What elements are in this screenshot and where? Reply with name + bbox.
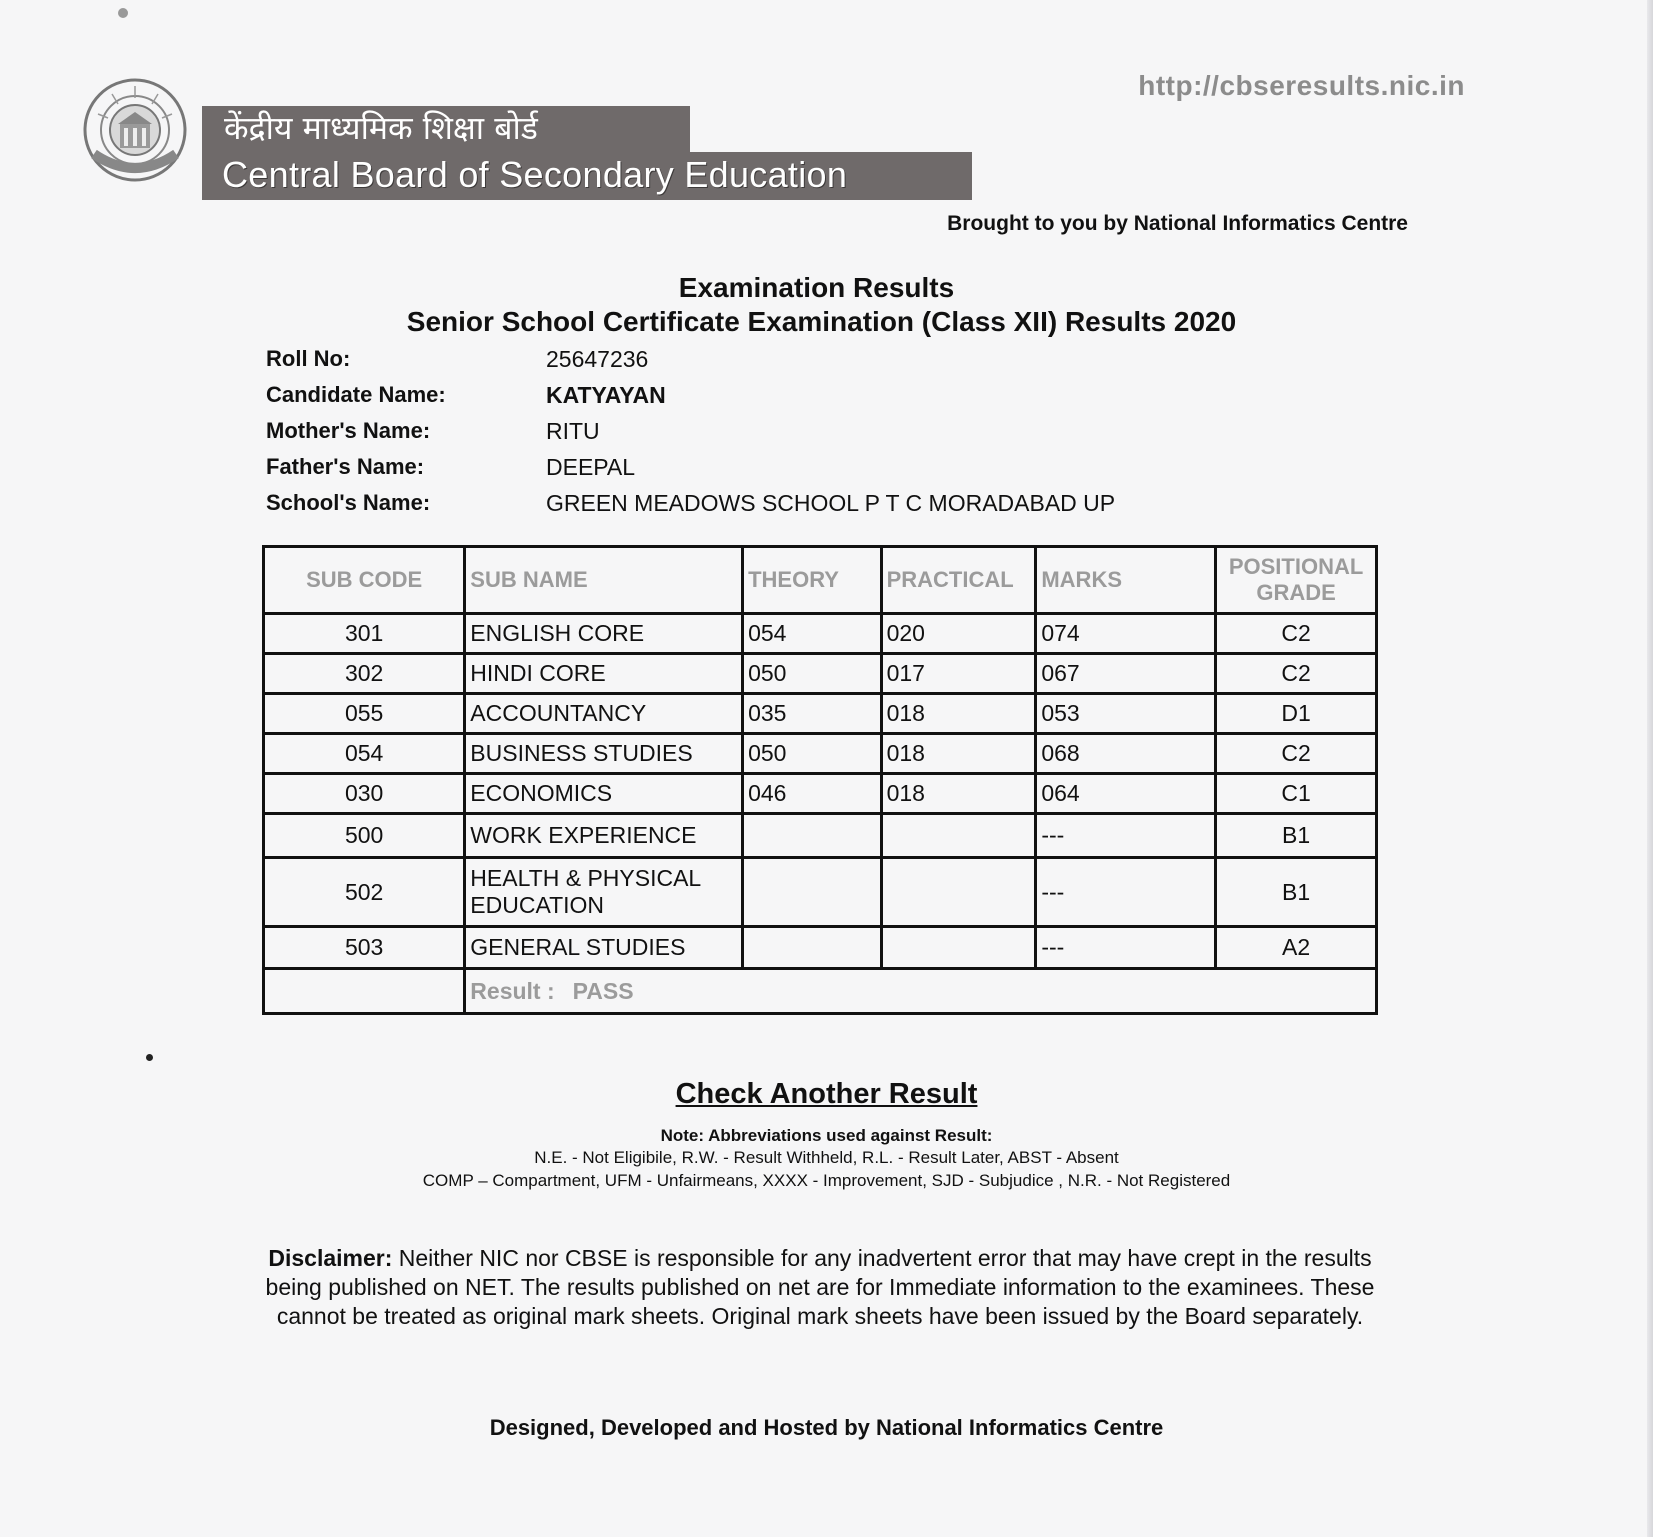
practical-cell: 020 xyxy=(881,614,1036,654)
theory-cell: 046 xyxy=(743,774,882,814)
father-name-value: DEEPAL xyxy=(546,454,636,480)
table-row xyxy=(264,654,1377,694)
sub-code-cell: 030 xyxy=(264,774,465,814)
result-empty-cell xyxy=(264,969,465,1014)
practical-cell xyxy=(881,858,1036,927)
speck-mark xyxy=(146,1054,153,1061)
practical-cell xyxy=(881,814,1036,858)
mother-name-label: Mother's Name: xyxy=(266,418,431,443)
sub-code-cell: 503 xyxy=(264,927,465,969)
site-url: http://cbseresults.nic.in xyxy=(1138,70,1465,101)
header-sub-code: SUB CODE xyxy=(264,547,465,614)
result-row xyxy=(264,969,1377,1014)
roll-label: Roll No: xyxy=(266,346,351,371)
disclaimer-text: Neither NIC nor CBSE is responsible for any inadvertent error that may have crept in the results being published on NET. The results published on net are for Immediate information to the examinees. These cannot be treated as original mark sheets. Original mark sheets have been issued by the Board separately. xyxy=(265,1245,1375,1329)
header-marks: MARKS xyxy=(1036,547,1216,614)
theory-cell: 050 xyxy=(743,654,882,694)
page-title: Examination Results xyxy=(678,272,955,303)
page-subtitle: Senior School Certificate Examination (Class XII) Results 2020 xyxy=(406,306,1237,337)
table-row xyxy=(264,858,1377,927)
board-title-english: Central Board of Secondary Education xyxy=(202,152,972,200)
grade-cell: D1 xyxy=(1216,694,1377,734)
marks-cell: --- xyxy=(1036,927,1216,969)
sub-code-cell: 502 xyxy=(264,858,465,927)
header-sub-name: SUB NAME xyxy=(465,547,743,614)
header-positional-grade: POSITIONAL GRADE xyxy=(1216,547,1377,614)
practical-cell: 018 xyxy=(881,774,1036,814)
sub-name-cell: GENERAL STUDIES xyxy=(465,927,743,969)
practical-cell xyxy=(881,927,1036,969)
result-label: Result : xyxy=(470,977,555,1004)
theory-cell: 035 xyxy=(743,694,882,734)
grade-cell: C2 xyxy=(1216,734,1377,774)
sub-code-cell: 055 xyxy=(264,694,465,734)
grade-cell: A2 xyxy=(1216,927,1377,969)
table-row xyxy=(264,927,1377,969)
note-title: Note: Abbreviations used against Result: xyxy=(660,1126,993,1145)
marks-table xyxy=(262,545,1378,1015)
theory-cell xyxy=(743,927,882,969)
grade-cell: C2 xyxy=(1216,614,1377,654)
speck-mark xyxy=(118,8,128,18)
sub-name-cell: WORK EXPERIENCE xyxy=(465,814,743,858)
sub-name-cell: HEALTH & PHYSICAL EDUCATION xyxy=(465,858,743,927)
practical-cell: 018 xyxy=(881,734,1036,774)
marks-cell: 067 xyxy=(1036,654,1216,694)
sub-name-cell: ENGLISH CORE xyxy=(465,614,743,654)
school-name-label: School's Name: xyxy=(266,490,431,515)
cbse-emblem-icon xyxy=(82,76,188,188)
disclaimer-label: Disclaimer: xyxy=(268,1245,393,1271)
marks-cell: 068 xyxy=(1036,734,1216,774)
marks-cell: 074 xyxy=(1036,614,1216,654)
roll-value: 25647236 xyxy=(546,346,649,372)
brought-by-text: Brought to you by National Informatics Centre xyxy=(947,212,1408,235)
designed-by-text: Designed, Developed and Hosted by National Informatics Centre xyxy=(489,1415,1164,1440)
disclaimer xyxy=(262,1244,1378,1331)
paper-edge xyxy=(1647,0,1653,1537)
father-name-label: Father's Name: xyxy=(266,454,425,479)
theory-cell xyxy=(743,814,882,858)
marks-cell: --- xyxy=(1036,858,1216,927)
result-cell xyxy=(465,969,1377,1014)
candidate-name-value: KATYAYAN xyxy=(546,382,666,408)
grade-cell: B1 xyxy=(1216,814,1377,858)
grade-cell: C2 xyxy=(1216,654,1377,694)
theory-cell xyxy=(743,858,882,927)
sub-name-cell: BUSINESS STUDIES xyxy=(465,734,743,774)
table-row xyxy=(264,774,1377,814)
sub-code-cell: 054 xyxy=(264,734,465,774)
table-header-row xyxy=(264,547,1377,614)
note-abbreviations-line1: N.E. - Not Eligibile, R.W. - Result Withheld, R.L. - Result Later, ABST - Absent xyxy=(534,1148,1119,1167)
theory-cell: 050 xyxy=(743,734,882,774)
table-row xyxy=(264,734,1377,774)
school-name-value: GREEN MEADOWS SCHOOL P T C MORADABAD UP xyxy=(546,490,1116,516)
candidate-name-label: Candidate Name: xyxy=(266,382,446,407)
sub-code-cell: 302 xyxy=(264,654,465,694)
header-theory: THEORY xyxy=(743,547,882,614)
sub-name-cell: ECONOMICS xyxy=(465,774,743,814)
board-banner xyxy=(202,106,972,200)
table-row xyxy=(264,614,1377,654)
grade-cell: B1 xyxy=(1216,858,1377,927)
marks-cell: 064 xyxy=(1036,774,1216,814)
marks-cell: 053 xyxy=(1036,694,1216,734)
mother-name-value: RITU xyxy=(546,418,600,444)
result-value: PASS xyxy=(572,977,634,1004)
check-another-result-link[interactable]: Check Another Result xyxy=(675,1078,978,1110)
board-title-hindi: केंद्रीय माध्यमिक शिक्षा बोर्ड xyxy=(202,106,690,152)
sub-name-cell: HINDI CORE xyxy=(465,654,743,694)
header-practical: PRACTICAL xyxy=(881,547,1036,614)
sub-code-cell: 500 xyxy=(264,814,465,858)
practical-cell: 017 xyxy=(881,654,1036,694)
grade-cell: C1 xyxy=(1216,774,1377,814)
table-row xyxy=(264,694,1377,734)
marks-cell: --- xyxy=(1036,814,1216,858)
theory-cell: 054 xyxy=(743,614,882,654)
sub-code-cell: 301 xyxy=(264,614,465,654)
table-row xyxy=(264,814,1377,858)
note-abbreviations-line2: COMP – Compartment, UFM - Unfairmeans, XXXX - Improvement, SJD - Subjudice , N.R. - Not Registered xyxy=(422,1171,1231,1190)
practical-cell: 018 xyxy=(881,694,1036,734)
sub-name-cell: ACCOUNTANCY xyxy=(465,694,743,734)
